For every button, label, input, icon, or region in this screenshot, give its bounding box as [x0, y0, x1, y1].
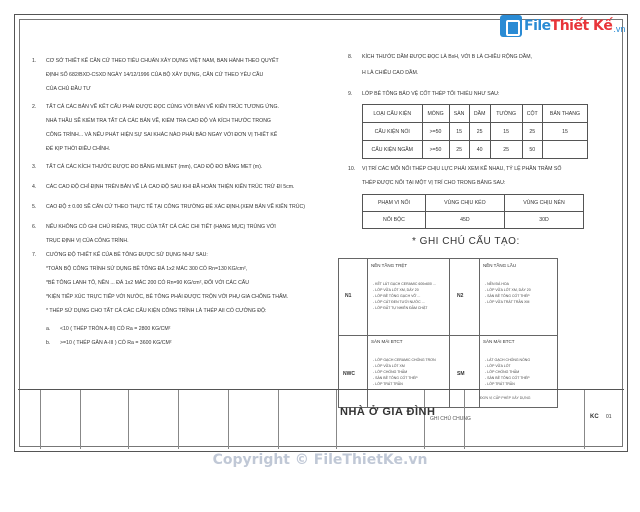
note-7-line: CƯỜNG ĐỘ THIẾT KẾ CỦA BÊ TÔNG ĐƯỢC SỬ DỤNG NHƯ SAU: [46, 252, 208, 258]
nwc-layers [373, 357, 436, 387]
table-cell: 25 [522, 123, 542, 141]
table-header-cell: DẦM [469, 105, 490, 123]
note-6-num: 6. [32, 224, 37, 230]
nwc-heading: SÀN MÁI BTCT [371, 339, 403, 344]
table-cell: 15 [542, 123, 587, 141]
n1-heading: NỀN TẦNG TRỆT [371, 263, 408, 268]
layer-line: - LỚP CHỐNG THẤM [485, 370, 520, 374]
table-header-cell: TƯỜNG [490, 105, 522, 123]
layer-line: - NỀN ĐÁ HOA [485, 282, 509, 286]
note-10-num: 10. [348, 166, 356, 172]
sheet-number: 01 [606, 414, 612, 420]
table-cell: NỐI BỘC [363, 212, 426, 229]
note-1-num: 1. [32, 58, 37, 64]
layer-line: - KẾT LÁT GẠCH CERAMIC 600x600 ... [373, 282, 436, 286]
table-row [363, 123, 588, 141]
table-cell: 15 [449, 123, 469, 141]
table-header-cell: VÙNG CHỊU NÉN [504, 195, 583, 212]
logo-tld: .vn [613, 24, 626, 34]
steel-key: b. [46, 340, 51, 346]
note-7-num: 7. [32, 252, 37, 258]
table-header-cell: SÀN [449, 105, 469, 123]
unit-label: ĐƠN VỊ CẤP PHÉP XÂY DỰNG [480, 396, 531, 400]
layer-line: - LỚP GẠCH CERAMIC CHỐNG TRƠN [373, 358, 436, 362]
table-cell: 25 [490, 141, 522, 159]
table-cell: CẤU KIỆN NGẦM [363, 141, 423, 159]
layer-line: - LỚP TRÁT TRẦN [485, 382, 515, 386]
table-cell: 25 [469, 123, 490, 141]
table-header-cell: VÙNG CHỊU KÉO [425, 195, 504, 212]
sm-layers [485, 357, 530, 387]
n1-layers [373, 281, 436, 311]
note-7-line: *KIỆN TIẾP XÚC TRỰC TIẾP VỚI NƯỚC, BÊ TÔNG PHẢI ĐƯỢC TRỘN VỚI PHỤ GIA CHỐNG THẤM. [46, 294, 289, 300]
note-6-line: NẾU KHÔNG CÓ GHI CHÚ RIÊNG, TRỤC CỦA TẤT CẢ CÁC CHI TIẾT (HẠNG MỤC) TRÙNG VỚI [46, 224, 276, 230]
table-cell: 15 [490, 123, 522, 141]
sm-heading: SÀN MÁI BTCT [483, 339, 515, 344]
note-8-num: 8. [348, 54, 353, 60]
table-cell: 45D [425, 212, 504, 229]
steel-value: <10 ( THÉP TRÒN A-III) CÓ Ra = 2800 KG/CM² [60, 326, 171, 332]
construction-details-grid [338, 258, 558, 408]
layer-line: - LỚP VỮA LÓT XM [373, 364, 405, 368]
concrete-cover-table [362, 104, 588, 159]
layer-line: - LỚP ĐẤT TỰ NHIÊN ĐẦM CHẶT [373, 306, 428, 310]
note-4-num: 4. [32, 184, 37, 190]
note-7-line: *TOÀN BỘ CÔNG TRÌNH SỬ DỤNG BÊ TÔNG ĐÁ 1x2 MÁC 300 CÓ Rn=130 KG/cm², [46, 266, 248, 272]
table-header-cell: LOẠI CẤU KIỆN [363, 105, 423, 123]
file-icon [500, 15, 522, 37]
title-block [18, 389, 624, 449]
note-7-line: *BÊ TÔNG LANH TÔ, NỀN ... ĐÁ 1x2 MÁC 200 CÓ Rn=90 KG/cm², ĐỐI VỚI CÁC CẤU [46, 280, 250, 286]
logo-text: FileThiết Kế [524, 18, 613, 34]
layer-line: - LỚP CHỐNG THẤM [373, 370, 408, 374]
splice-table [362, 194, 584, 229]
table-header-row [363, 195, 584, 212]
table-cell: >=50 [422, 123, 449, 141]
table-cell: 30D [504, 212, 583, 229]
table-row [363, 141, 588, 159]
note-4-line: CÁC CAO ĐỘ CHỈ ĐỊNH TRÊN BẢN VẼ LÀ CAO ĐỘ SAU KHI ĐÃ HOÀN THIỆN KIẾN TRÚC TRỪ ĐI 5cm. [46, 184, 295, 190]
note-10-line2: THÉP ĐƯỢC NỐI TẠI MỘT VỊ TRÍ CHO TRONG BẢNG SAU: [362, 180, 506, 186]
config-notes-title: * GHI CHÚ CẤU TẠO: [412, 236, 520, 247]
layer-line: - LỚP VỮA LÓT XM, DÀY 20 [373, 288, 419, 292]
table-row [363, 212, 584, 229]
layer-line: - LỚP VỮA LÓT XM, DÀY 20 [485, 288, 531, 292]
n2-heading: NỀN TẦNG LẦU [483, 263, 517, 268]
table-cell: 50 [522, 141, 542, 159]
table-header-row [363, 105, 588, 123]
steel-value: >=10 ( THÉP GÂN A-III ) CÓ Ra = 3600 KG/CM² [60, 340, 172, 346]
note-5-line: CAO ĐỘ ± 0.00 SẼ CĂN CỨ THEO THỰC TẾ TẠI CÔNG TRƯỜNG ĐỂ XÁC ĐỊNH.(XEM BẢN VẼ KIẾN TRÚC) [46, 204, 305, 210]
table-cell: CẤU KIỆN NỔI [363, 123, 423, 141]
sheet-code: KC [590, 414, 599, 420]
layer-line: - SÀN BÊ TÔNG CỐT THÉP [373, 376, 418, 380]
note-1-line: CỦA CHỦ ĐẦU TƯ [46, 86, 91, 92]
drawing-title: GHI CHÚ CHUNG [430, 416, 471, 422]
note-7-line: * THÉP SỬ DỤNG CHO TẤT CẢ CÁC CẤU KIỆN CÔNG TRÌNH LÀ THÉP AII CÓ CƯỜNG ĐỘ: [46, 308, 267, 314]
note-2-line: ĐỂ KỊP THỜI ĐIỀU CHỈNH. [46, 146, 111, 152]
copyright-watermark: Copyright © FileThietKe.vn [212, 452, 428, 468]
layer-line: - SÀN BÊ TÔNG CỐT THÉP [485, 294, 530, 298]
note-3-line: TẤT CẢ CÁC KÍCH THƯỚC ĐƯỢC ĐO BẰNG MILIMET (mm), CAO ĐỘ ĐO BẰNG MET (m). [46, 164, 263, 170]
table-header-cell: BẢN THANG [542, 105, 587, 123]
table-cell [542, 141, 587, 159]
layer-line: - LÁT GẠCH CHỐNG NÓNG [485, 358, 531, 362]
note-1-line: CƠ SỞ THIẾT KẾ CĂN CỨ THEO TIÊU CHUẨN XÂY DỰNG VIỆT NAM, BAN HÀNH THEO QUYẾT [46, 58, 279, 64]
layer-line: - SÀN BÊ TÔNG CỐT THÉP [485, 376, 530, 380]
label-n1: N1 [345, 293, 352, 299]
label-nwc: NWC [343, 371, 355, 377]
layer-line: - LỚP BÊ TÔNG GẠCH VỠ ... [373, 294, 421, 298]
layer-line: - LỚP CÁT ĐEN TƯỚI NƯỚC ... [373, 300, 425, 304]
note-9-text: LỚP BÊ TÔNG BẢO VỆ CỐT THÉP TỐI THIỂU NHƯ SAU: [362, 91, 500, 97]
project-title: NHÀ Ở GIA ĐÌNH [340, 406, 436, 418]
table-cell: 40 [469, 141, 490, 159]
note-2-line: TẤT CẢ CÁC BẢN VẼ KẾT CẤU PHẢI ĐƯỢC ĐỌC CÙNG VỚI BẢN VẼ KIẾN TRÚC TƯƠNG ỨNG. [46, 104, 279, 110]
note-3-num: 3. [32, 164, 37, 170]
layer-line: - LỚP VỮA LÓT [485, 364, 511, 368]
layer-line: - LỚP TRÁT TRẦN [373, 382, 403, 386]
note-9-num: 9. [348, 91, 353, 97]
label-n2: N2 [457, 293, 464, 299]
note-2-num: 2. [32, 104, 37, 110]
n2-layers [485, 281, 531, 305]
table-cell: >=50 [422, 141, 449, 159]
note-8-line2: H LÀ CHIỀU CAO DẦM. [362, 70, 419, 76]
note-8-line1: KÍCH THƯỚC DẦM ĐƯỢC ĐỌC LÀ BxH, VỚI B LÀ CHIỀU RỘNG DẦM, [362, 54, 532, 60]
note-1-line: ĐỊNH SỐ 682/BXD-CSXD NGÀY 14/12/1996 CỦA BỘ XÂY DỰNG, CĂN CỨ THEO YÊU CẦU [46, 72, 264, 78]
note-2-line: CÔNG TRÌNH... VÀ NẾU PHÁT HIỆN SỰ SAI KHÁC NÀO PHẢI BÁO NGAY VỚI ĐƠN VỊ THIẾT KẾ [46, 132, 278, 138]
note-6-line: TRỤC ĐỊNH VỊ CỦA CÔNG TRÌNH. [46, 238, 129, 244]
layer-line: - LỚP VỮA TRÁT TRẦN XM [485, 300, 530, 304]
brand-logo [500, 13, 625, 39]
steel-key: a. [46, 326, 51, 332]
note-10-line1: VỊ TRÍ CÁC MỐI NỐI THÉP CHỊU LỰC PHẢI XEM KẼ NHAU, TỶ LỆ PHẦN TRĂM SỐ [362, 166, 562, 172]
table-cell: 25 [449, 141, 469, 159]
label-sm: SM [457, 371, 465, 377]
table-header-cell: MÓNG [422, 105, 449, 123]
table-header-cell: CỘT [522, 105, 542, 123]
table-header-cell: PHẠM VI NỐI [363, 195, 426, 212]
note-5-num: 5. [32, 204, 37, 210]
note-2-line: NHÀ THẦU SẼ KIỂM TRA TẤT CẢ CÁC BẢN VẼ, KIỂM TRA CAO ĐỘ VÀ KÍCH THƯỚC TRONG [46, 118, 271, 124]
